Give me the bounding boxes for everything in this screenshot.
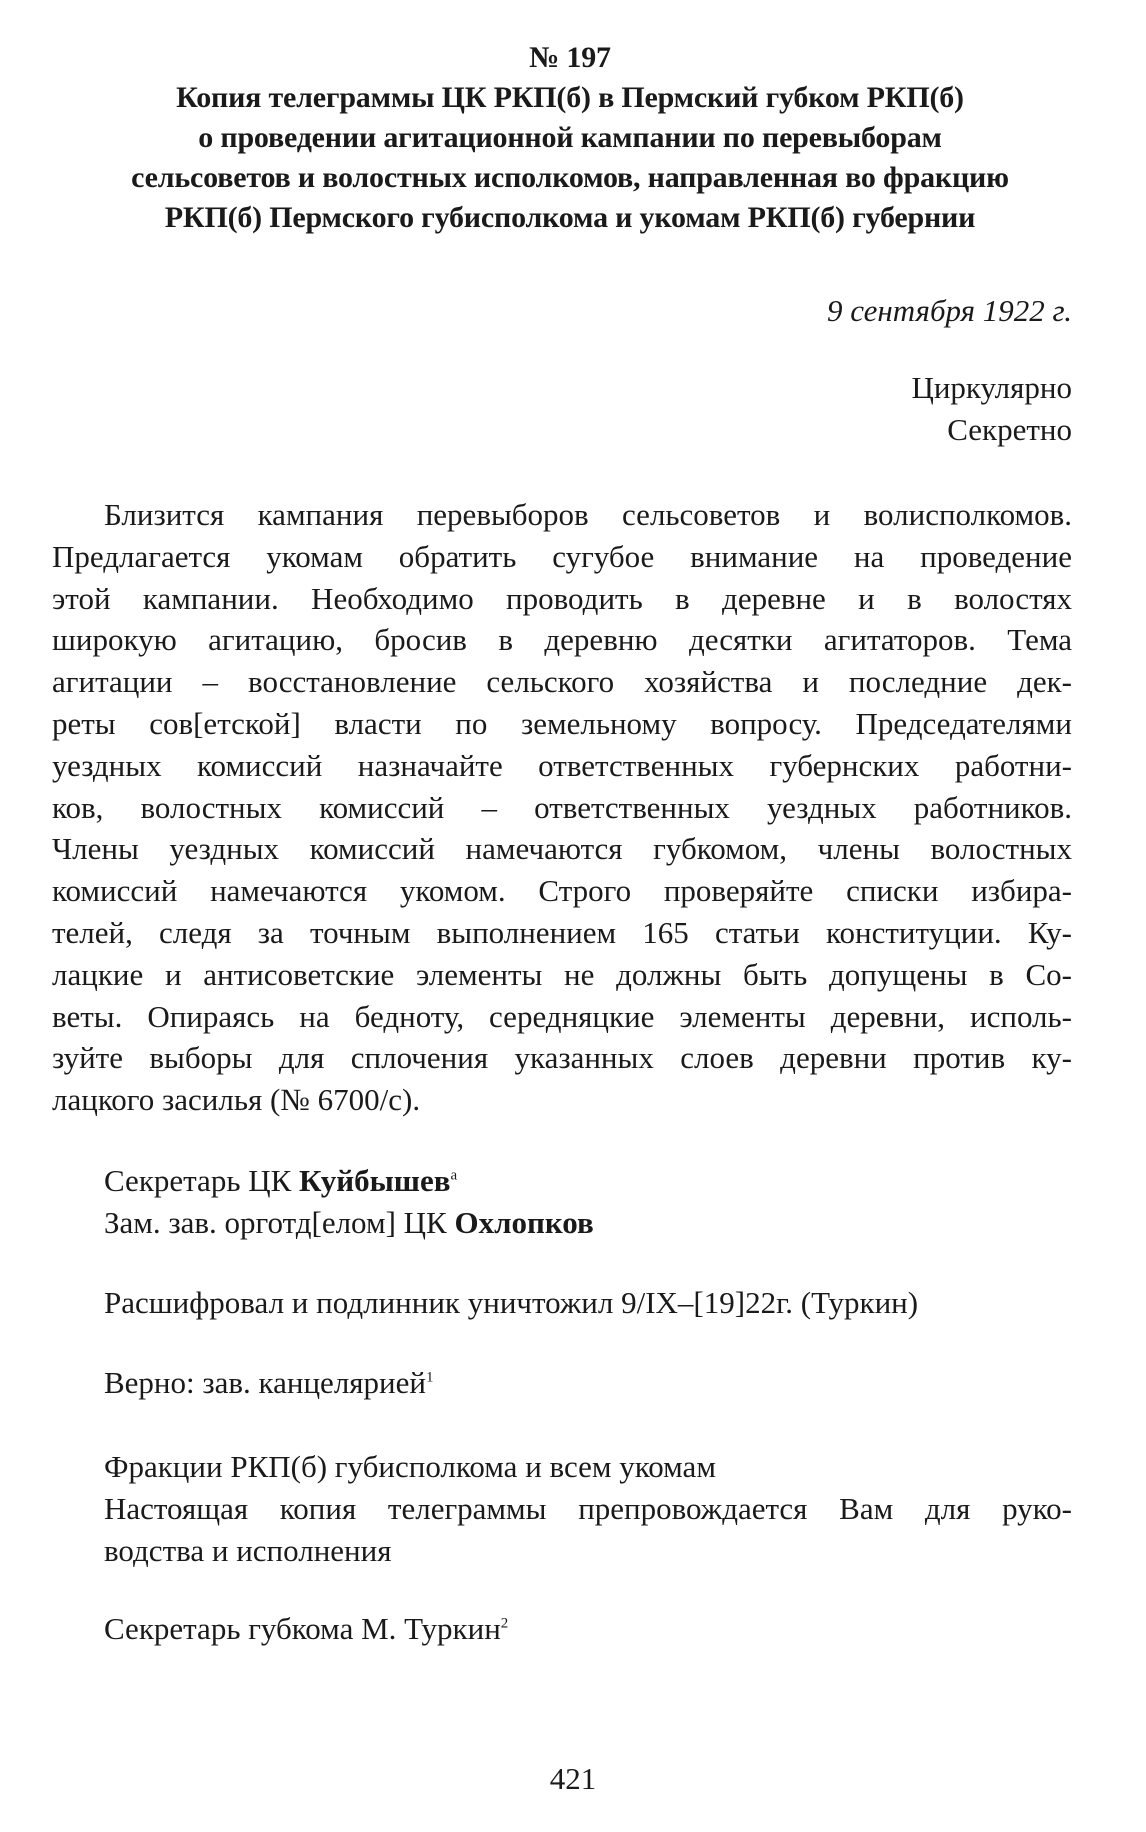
body-line: широкую агитацию, бросив в деревню десятки агитаторов. Тема bbox=[52, 622, 1072, 658]
body-line: Члены уездных комиссий намечаются губкомом, члены волостных bbox=[52, 831, 1072, 867]
classification-marks bbox=[911, 367, 1072, 451]
signature-line bbox=[104, 1202, 594, 1244]
secret-mark: Секретно bbox=[947, 412, 1072, 447]
body-line: уездных комиссий назначайте ответственных губернских работни- bbox=[52, 747, 1072, 783]
document-header bbox=[50, 38, 1090, 238]
certification-line bbox=[104, 1362, 434, 1404]
document-number: № 197 bbox=[529, 41, 611, 74]
body-line: агитации – восстановление сельского хозяйства и последние дек- bbox=[52, 664, 1072, 700]
signatures bbox=[104, 1160, 594, 1244]
body-line: телей, следя за точным выполнением 165 статьи конституции. Ку- bbox=[52, 914, 1072, 950]
body-line: зуйте выборы для сплочения указанных слоев деревни против ку- bbox=[52, 1040, 1072, 1076]
body-line: комиссий намечаются укомом. Строго проверяйте списки избира- bbox=[52, 873, 1072, 909]
body-line: лацкого засилья (№ 6700/с). bbox=[52, 1082, 421, 1118]
cover-note bbox=[104, 1446, 1072, 1572]
signature-role: Секретарь ЦК bbox=[104, 1163, 300, 1198]
signature-name: Охлопков bbox=[454, 1205, 594, 1240]
secretary-text: Секретарь губкома М. Туркин bbox=[104, 1611, 501, 1646]
decipher-note bbox=[104, 1282, 918, 1324]
cover-text-line: водства и исполнения bbox=[104, 1533, 392, 1568]
signature-name: Куйбышев bbox=[299, 1163, 451, 1198]
certification-note bbox=[104, 1362, 434, 1404]
footnote-marker: 2 bbox=[500, 1615, 509, 1632]
decipher-text: Расшифровал и подлинник уничтожил 9/IX–[19]22г. (Туркин) bbox=[104, 1285, 919, 1320]
body-line: лацкие и антисоветские элементы не должны быть допущены в Со- bbox=[52, 956, 1072, 992]
body-line: Близится кампания перевыборов сельсоветов и волисполкомов. bbox=[104, 497, 1072, 532]
footnote-marker: а bbox=[450, 1167, 458, 1184]
certification-text: Верно: зав. канцелярией bbox=[104, 1365, 426, 1400]
cover-text-line: Настоящая копия телеграммы препровождается Вам для руко- bbox=[104, 1491, 1072, 1526]
title-line: Копия телеграммы ЦК РКП(б) в Пермский губком РКП(б) bbox=[176, 81, 964, 114]
title-line: РКП(б) Пермского губисполкома и укомам РКП(б) губернии bbox=[164, 201, 976, 234]
signature-role: Зам. зав. орготд[елом] ЦК bbox=[104, 1205, 455, 1240]
gubkom-signature bbox=[104, 1608, 508, 1650]
title-line: сельсоветов и волостных исполкомов, направленная во фракцию bbox=[131, 161, 1009, 194]
page-number: 421 bbox=[549, 1761, 597, 1796]
body-line: веты. Опираясь на бедноту, середняцкие элементы деревни, исполь- bbox=[52, 998, 1072, 1034]
footnote-marker: 1 bbox=[426, 1369, 434, 1386]
body-line: Предлагается укомам обратить сугубое внимание на проведение bbox=[52, 538, 1072, 574]
signature-line bbox=[104, 1160, 594, 1202]
body-line: реты сов[етской] власти по земельному вопросу. Председателями bbox=[52, 705, 1072, 741]
telegram-body bbox=[52, 494, 1072, 1121]
body-line: этой кампании. Необходимо проводить в деревне и в волостях bbox=[52, 580, 1072, 616]
secretary-line bbox=[104, 1608, 508, 1650]
document-date: 9 сентября 1922 г. bbox=[827, 293, 1072, 328]
body-line: ков, волостных комиссий – ответственных уездных работников. bbox=[52, 789, 1072, 825]
cover-addressee: Фракции РКП(б) губисполкома и всем укомам bbox=[104, 1449, 716, 1484]
title-line: о проведении агитационной кампании по перевыборам bbox=[198, 121, 942, 154]
circular-mark: Циркулярно bbox=[911, 370, 1072, 405]
